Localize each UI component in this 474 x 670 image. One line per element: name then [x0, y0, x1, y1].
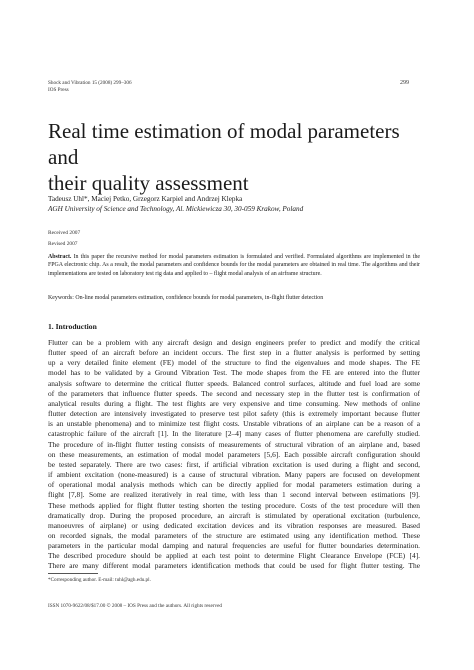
body-line: flutter speed of an aircraft before an incident occurs. The first step in a flutter analysis is performed by setting — [48, 348, 420, 358]
publisher-name: IOS Press — [48, 87, 69, 93]
body-line: The described procedure should be applied at each test point to determine Flight Clearance Envelope (FCE) [4]. — [48, 551, 420, 561]
abstract-label: Abstract. — [48, 254, 72, 260]
revised-date: Revised 2007 — [48, 241, 78, 247]
body-line: on recorded signals, the modal parameters of the structure are estimated using any identification method. These — [48, 530, 420, 540]
body-line: There are many different modal parameters identification methods that could be used for flight flutter testing. The — [48, 561, 420, 571]
author-list: Tadeusz Uhl*, Maciej Petko, Grzegorz Karpiel and Andrzej Klepka — [48, 195, 243, 203]
title-line-2: their quality assessment — [48, 171, 249, 195]
title-line-1: Real time estimation of modal parameters and — [48, 119, 400, 169]
submission-dates — [48, 228, 80, 250]
footnote-rule — [48, 573, 98, 574]
body-line: be tested separately. There are two cases: first, if artificial vibration excitation is used during a flight and second, — [48, 459, 420, 469]
abstract — [48, 253, 420, 278]
issn-line: ISSN 1070-9622/08/$17.00 © 2008 – IOS Press and the authors. All rights reserved — [48, 603, 222, 609]
body-line: analytical results during a flight. The test flights are very expensive and time consuming. New methods of online — [48, 398, 420, 408]
body-line: These methods applied for flight flutter testing shorten the testing procedure. Costs of the test procedure will then — [48, 500, 420, 510]
body-line: parameters in the particular modal damping and natural frequencies are useful for flutter boundaries determination. — [48, 541, 420, 551]
body-line: manoeuvres of airplane) or using dedicated excitation devices and its vibration responses are measured. Based — [48, 520, 420, 530]
body-line: if ambient excitation (none-measured) is a cause of structural vibration. Many papers are focused on development — [48, 470, 420, 480]
footnote: *Corresponding author. E-mail: tuhl@agh.edu.pl. — [48, 577, 151, 583]
body-line: analysis software to determine the critical flutter speeds. Balanced control surfaces, altitude and fuel load are some — [48, 378, 420, 388]
body-line: of the parameters that influence flutter speeds. The second and necessary step in the flutter test is confirmation of — [48, 388, 420, 398]
section-heading: 1. Introduction — [48, 322, 97, 331]
body-line: catastrophic failure of the aircraft [1]. In the literature [2–4] many cases of flutter phenomena are carefully studied. — [48, 429, 420, 439]
body-line: flight [7,8]. Some are realized iteratively in real time, with less than 1 second interval between estimations [9]. — [48, 490, 420, 500]
body-line: The procedure of in-flight flutter testing consists of measurements of structural vibration of an airplane and, based — [48, 439, 420, 449]
body-text — [48, 338, 420, 572]
affiliation: AGH University of Science and Technology, Al. Mickiewicza 30, 30-059 Krakow, Poland — [48, 205, 304, 213]
paper-title — [48, 118, 428, 196]
journal-citation: Shock and Vibration 15 (2008) 299–306 — [48, 80, 132, 86]
keywords: Keywords: On-line modal parameters estimation, confidence bounds for modal parameters, in-flight flutter detection — [48, 295, 324, 301]
journal-header — [48, 80, 132, 94]
body-line: is an unstable phenomena) and to minimize test flight costs. Unstable vibrations of an airplane can be a reason of a — [48, 419, 420, 429]
body-line: of operational modal analysis methods which can be directly applied for modal parameters estimation during a — [48, 480, 420, 490]
body-line: dramatically drop. During the proposed procedure, an aircraft is stimulated by operational excitation (turbulence, — [48, 510, 420, 520]
body-line: model has to be validated by a Ground Vibration Test. The mode shapes from the FE are entered into the flutter — [48, 368, 420, 378]
abstract-text: In this paper the recursive method for modal parameters estimation is formulated and verified. Formulated algorithms are implemented in the FPGA electronic chip. As a result, the modal parameters and confidence bounds for the modal parameters are obtained in real time. The algorithms and their implementations are tested on laboratory test rig data and applied to – flight modal analysis of an airframe structure. — [48, 254, 420, 277]
body-line: on these measurements, an estimation of modal model parameters [5,6]. Each possible aircraft configuration should — [48, 449, 420, 459]
body-line: flutter detection are intensively investigated to preserve test pilot safety (this is extremely important because flutter — [48, 409, 420, 419]
received-date: Received 2007 — [48, 230, 81, 236]
body-line: Flutter can be a problem with any aircraft design and design engineers prefer to predict and modify the critical — [48, 338, 420, 347]
page-number: 299 — [400, 80, 409, 86]
body-line: up a very detailed finite element (FE) model of the structure to find the eigenvalues and mode shapes. The FE — [48, 358, 420, 368]
